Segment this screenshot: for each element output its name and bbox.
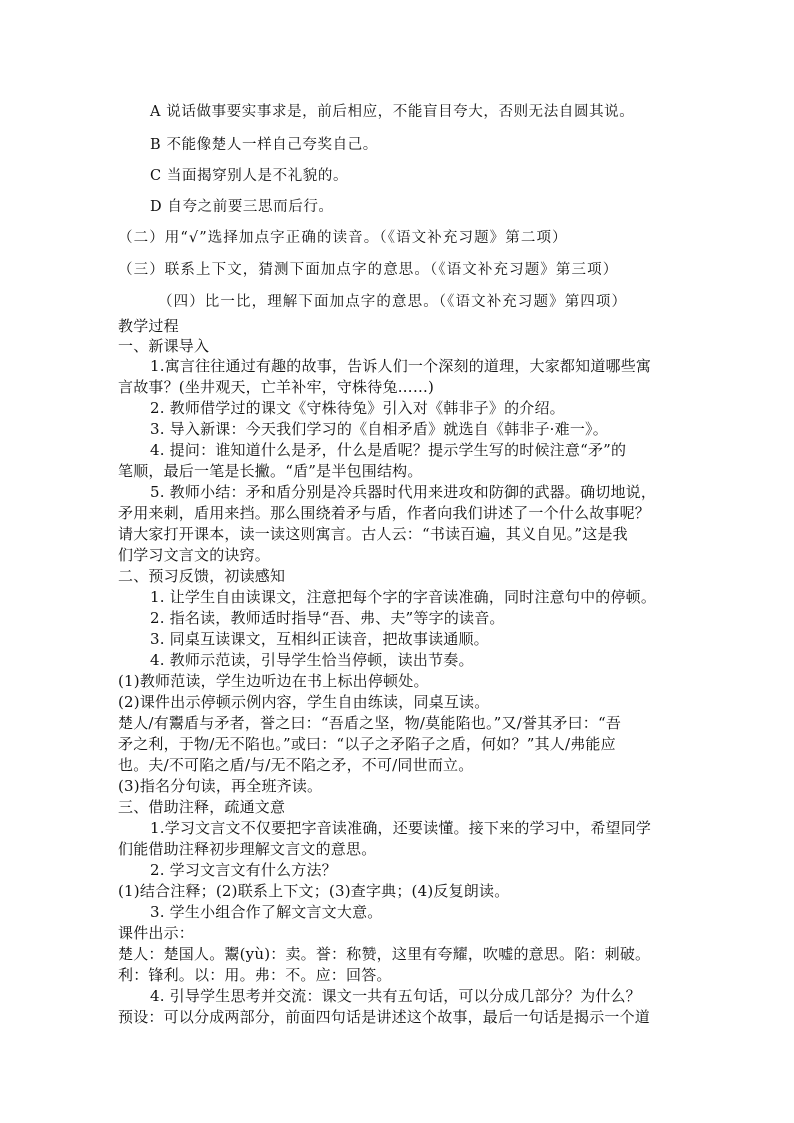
section-heading-2: 二、预习反馈，初读感知	[118, 567, 286, 585]
paragraph-line: 4. 引导学生思考并交流：课文一共有五句话，可以分成几部分？为什么？	[150, 987, 641, 1005]
paragraph-line: (2)课件出示停顿示例内容，学生自由练读，同桌互读。	[118, 693, 490, 711]
option-a: A 说话做事要实事求是，前后相应，不能盲目夸大，否则无法自圆其说。	[150, 104, 635, 120]
paragraph-line: 3. 导入新课：今天我们学习的《自相矛盾》就选自《韩非子·难一》。	[150, 420, 608, 438]
option-b: B 不能像楚人一样自己夸奖自己。	[150, 137, 378, 153]
option-d: D 自夸之前要三思而后行。	[150, 199, 334, 215]
paragraph-line: 课件出示：	[118, 924, 195, 942]
exercise-two: （二）用“√”选择加点字正确的读音。（《语文补充习题》第二项）	[118, 230, 568, 246]
paragraph-line: 楚人/有鬻盾与矛者，誉之曰：“吾盾之坚，物/莫能陷也。”又/誉其矛曰：“吾	[118, 714, 622, 732]
paragraph-line: 1. 让学生自由读课文，注意把每个字的字音读准确，同时注意句中的停顿。	[150, 588, 657, 606]
option-c: C 当面揭穿别人是不礼貌的。	[150, 168, 349, 184]
section-heading-1: 一、新课导入	[118, 337, 210, 355]
paragraph-line: (1)教师范读，学生边听边在书上标出停顿处。	[118, 672, 429, 690]
paragraph-line: 2. 指名读，教师适时指导“吾、弗、夫”等字的读音。	[150, 609, 505, 627]
paragraph-line: 5. 教师小结：矛和盾分别是冷兵器时代用来进攻和防御的武器。确切地说，	[150, 483, 657, 501]
paragraph-line: 请大家打开课本，读一读这则寓言。古人云：“书读百遍，其义自见。”这是我	[118, 525, 628, 543]
process-title: 教学过程	[118, 317, 179, 335]
paragraph-line: 矛之利，于物/无不陷也。”或曰：“以子之矛陷子之盾，何如？”其人/弗能应	[118, 735, 616, 753]
paragraph-line: 言故事？(坐井观天，亡羊补牢，守株待兔……)	[118, 378, 435, 396]
paragraph-line: (1)结合注释；(2)联系上下文；(3)查字典；(4)反复朗读。	[118, 882, 510, 900]
paragraph-line: 笔顺，最后一笔是长撇。“盾”是半包围结构。	[118, 462, 423, 480]
paragraph-line: 们能借助注释初步理解文言文的意思。	[118, 840, 377, 858]
paragraph-line: 2. 学习文言文有什么方法？	[150, 861, 337, 879]
paragraph-line: 4. 教师示范读，引导学生恰当停顿，读出节奏。	[150, 651, 474, 669]
paragraph-line: 矛用来刺，盾用来挡。那么围绕着矛与盾，作者向我们讲述了一个什么故事呢？	[118, 504, 651, 522]
paragraph-line: 3. 学生小组合作了解文言文大意。	[150, 903, 383, 921]
exercise-three: （三）联系上下文，猜测下面加点字的意思。（《语文补充习题》第三项）	[118, 262, 619, 278]
paragraph-line: 4. 提问：谁知道什么是矛，什么是盾呢？提示学生写的时候注意“矛”的	[150, 441, 627, 459]
paragraph-line: 3. 同桌互读课文，互相纠正读音，把故事读通顺。	[150, 630, 489, 648]
section-heading-3: 三、借助注释，疏通文意	[118, 798, 286, 816]
paragraph-line: 楚人：楚国人。鬻(yù)：卖。誉：称赞，这里有夸耀，吹嘘的意思。陷：刺破。	[118, 945, 651, 963]
paragraph-line: 1.寓言往往通过有趣的故事，告诉人们一个深刻的道理，大家都知道哪些寓	[150, 357, 652, 375]
paragraph-line: (3)指名分句读，再全班齐读。	[118, 777, 323, 795]
paragraph-line: 们学习文言文的诀窍。	[118, 546, 271, 564]
paragraph-line: 1.学习文言文不仅要把字音读准确，还要读懂。接下来的学习中，希望同学	[150, 819, 652, 837]
paragraph-line: 利：锋利。以：用。弗：不。应：回答。	[118, 966, 392, 984]
paragraph-line: 2. 教师借学过的课文《守株待兔》引入对《韩非子》的介绍。	[150, 399, 565, 417]
paragraph-line: 也。夫/不可陷之盾/与/无不陷之矛，不可/同世而立。	[118, 756, 474, 774]
paragraph-line: 预设：可以分成两部分，前面四句话是讲述这个故事，最后一句话是揭示一个道	[118, 1008, 651, 1026]
exercise-four: （四）比一比，理解下面加点字的意思。（《语文补充习题》第四项）	[158, 294, 628, 310]
